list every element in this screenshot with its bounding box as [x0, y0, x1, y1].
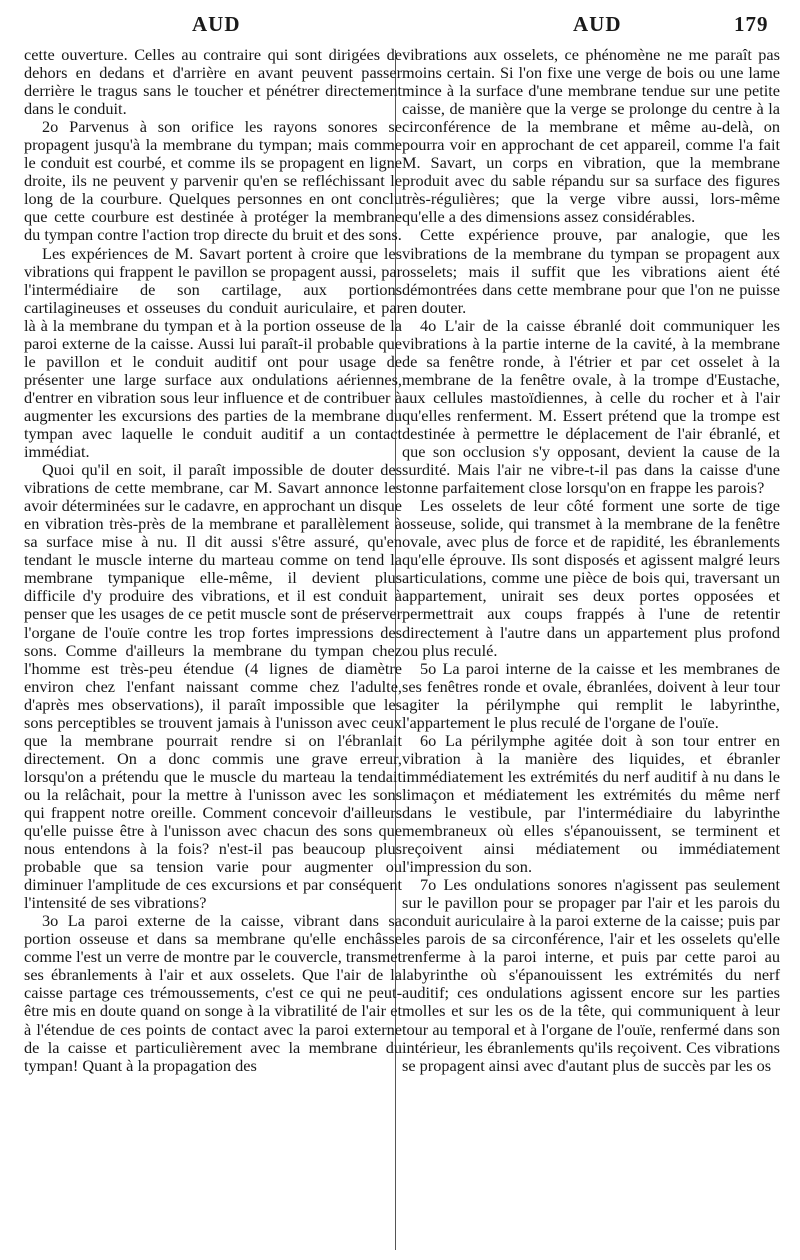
paragraph: 6o La périlymphe agitée doit à son tour entrer en vibration à la manière des liquides, et ébranler immédiatement les extrémités du nerf auditif à nu dans le limaçon et médiatement les extrémités du même nerf dans le vestibule, par l'intermédiaire du labyrinthe membraneux où elles s'épanouissent, se terminent et reçoivent ainsi médiatement ou immédiatement l'impression du son.	[402, 730, 780, 877]
left-column	[24, 46, 402, 1075]
running-head-left: AUD	[192, 12, 241, 36]
paragraph: 2o Parvenus à son orifice les rayons sonores se propagent jusqu'à la membrane du tympan; mais comme le conduit est courbé, et comme ils se propagent en ligne droite, ils ne peuvent y parvenir qu'en se refléchissant le long de la courbure. Quelques personnes en ont conclu que cette courbure est destinée à protéger la membrane du tympan contre l'action trop directe du bruit et des sons.	[24, 117, 402, 245]
paragraph: Les expériences de M. Savart portent à croire que les vibrations qui frappent le pavillon se propagent aussi, par l'intermédiaire de son cartilage, aux portions cartilagineuses et osseuses du conduit auriculaire, et par là à la membrane du tympan et à la portion osseuse de la paroi externe de la caisse. Aussi lui paraît-il probable que le pavillon et le conduit auditif ont pour usage de présenter une large surface aux ondulations aériennes, d'entrer en vibration sous leur influence et de contribuer à augmenter les excursions des parties de la membrane du tympan avec laquelle le conduit auditif a un contact immédiat.	[24, 243, 402, 462]
paragraph: 4o L'air de la caisse ébranlé doit communiquer les vibrations à la partie interne de la cavité, à la membrane de sa fenêtre ronde, à l'étrier et par cet osselet à la membrane de la fenêtre ovale, à la trompe d'Eustache, aux cellules mastoïdiennes, à celle du rocher et à l'air qu'elles renferment. M. Essert prétend que la trompe est destinée à permettre le déplacement de l'air ébranlé, et que son occlusion s'y opposant, devient la cause de la surdité. Mais l'air ne vibre-t-il pas dans la caisse d'une tonne parfaitement close lorsqu'on en frappe les parois?	[402, 315, 780, 498]
paragraph: Les osselets de leur côté forment une sorte de tige osseuse, solide, qui transmet à la membrane de la fenêtre ovale, avec plus de force et de rapidité, les ébranlements qu'elle éprouve. Ils sont disposés et agissent malgré leurs articulations, comme une pièce de bois qui, traversant un appartement, unirait ses deux portes opposées et permettrait aux coups frappés à l'une de retentir directement à l'autre dans un appartement plus profond ou plus reculé.	[402, 496, 780, 660]
paragraph: cette ouverture. Celles au contraire qui sont dirigées de dehors en dedans et d'arrière en avant peuvent passer derrière le tragus sans le toucher et pénétrer directement dans le conduit.	[24, 45, 402, 119]
right-column	[402, 46, 780, 1075]
paragraph: Cette expérience prouve, par analogie, que les vibrations de la membrane du tympan se propagent aux osselets; mais il suffit que les vibrations aient été démontrées dans cette membrane pour que l'on ne puisse en douter.	[402, 225, 780, 317]
page-number: 179	[734, 12, 769, 36]
running-head-right: AUD	[573, 12, 622, 36]
paragraph: vibrations aux osselets, ce phénomène ne me paraît pas moins certain. Si l'on fixe une verge de bois ou une lame mince à la surface d'une membrane tendue sur une petite caisse, de manière que la verge se prolonge du centre à la circonférence de la membrane et même au-delà, on pourra voir en approchant de cet appareil, comme l'a fait M. Savart, un corps en vibration, que la membrane produit avec du sable répandu sur sa surface des figures très-régulières; que la verge vibre aussi, lors-même qu'elle a des dimensions assez considérables.	[402, 45, 780, 227]
paragraph: 7o Les ondulations sonores n'agissent pas seulement sur le pavillon pour se propager par l'air et les parois du conduit auriculaire à la paroi externe de la caisse; puis par les parois de sa circonférence, l'air et les osselets qu'elle renferme à la paroi interne, et puis par cette paroi au labyrinthe où s'épanouissent les extrémités du nerf auditif; ces ondulations agissent encore sur les parties molles et sur les os de la tête, qui communiquent à leur tour au temporal et à l'organe de l'ouïe, renfermé dans son intérieur, les ébranlements qu'ils reçoivent. Ces vibrations se propagent ainsi avec d'autant plus de succès par les os	[402, 875, 780, 1075]
paragraph: Quoi qu'il en soit, il paraît impossible de douter des vibrations de cette membrane, car M. Savart annonce les avoir déterminées sur le cadavre, en approchant un disque en vibration très-près de la membrane et parallèlement à sa surface mise à nu. Il dit aussi s'être assuré, qu'en tendant le muscle interne du marteau comme on tend la membrane tympanique elle-même, il devient plus difficile d'y produire des vibrations, et il est conduit à penser que les usages de ce petit muscle sont de préserver l'organe de l'ouïe contre les trop fortes impressions des sons. Comme d'ailleurs la membrane du tympan chez l'homme est très-peu étendue (4 lignes de diamètre environ chez l'enfant naissant comme chez l'adulte, d'après mes observations), il paraît impossible que les sons perceptibles se trouvent jamais à l'unisson avec ceux que la membrane pourrait rendre si on l'ébranlait directement. On a donc commis une grave erreur, lorsqu'on a prétendu que le muscle du marteau la tendait ou la relâchait, pour la mettre à l'unisson avec les sons qui frappent notre oreille. Comment concevoir d'ailleurs qu'elle puisse être à l'unisson avec chacun des sons que nous entendons à la fois? n'est-il pas beaucoup plus probable que sa tension varie pour augmenter ou diminuer l'amplitude de ces excursions et par conséquent l'intensité de ses vibrations?	[24, 460, 402, 913]
paragraph: 3o La paroi externe de la caisse, vibrant dans sa portion osseuse et dans sa membrane qu'elle enchâsse comme l'est un verre de montre par le couvercle, transmet ses ébranlements à l'air et aux osselets. Que l'air de la caisse partage ces trémoussements, c'est ce qui ne peut-être mis en doute quand on songe à la vibratilité de l'air et à l'étendue de ces points de contact avec la paroi externe de la caisse et particulièrement avec la membrane du tympan! Quant à la propagation des	[24, 911, 402, 1075]
paragraph: 5o La paroi interne de la caisse et les membranes de ses fenêtres ronde et ovale, ébranlées, doivent à leur tour agiter la périlymphe qui remplit le labyrinthe, l'appartement le plus reculé de l'organe de l'ouïe.	[402, 658, 780, 732]
